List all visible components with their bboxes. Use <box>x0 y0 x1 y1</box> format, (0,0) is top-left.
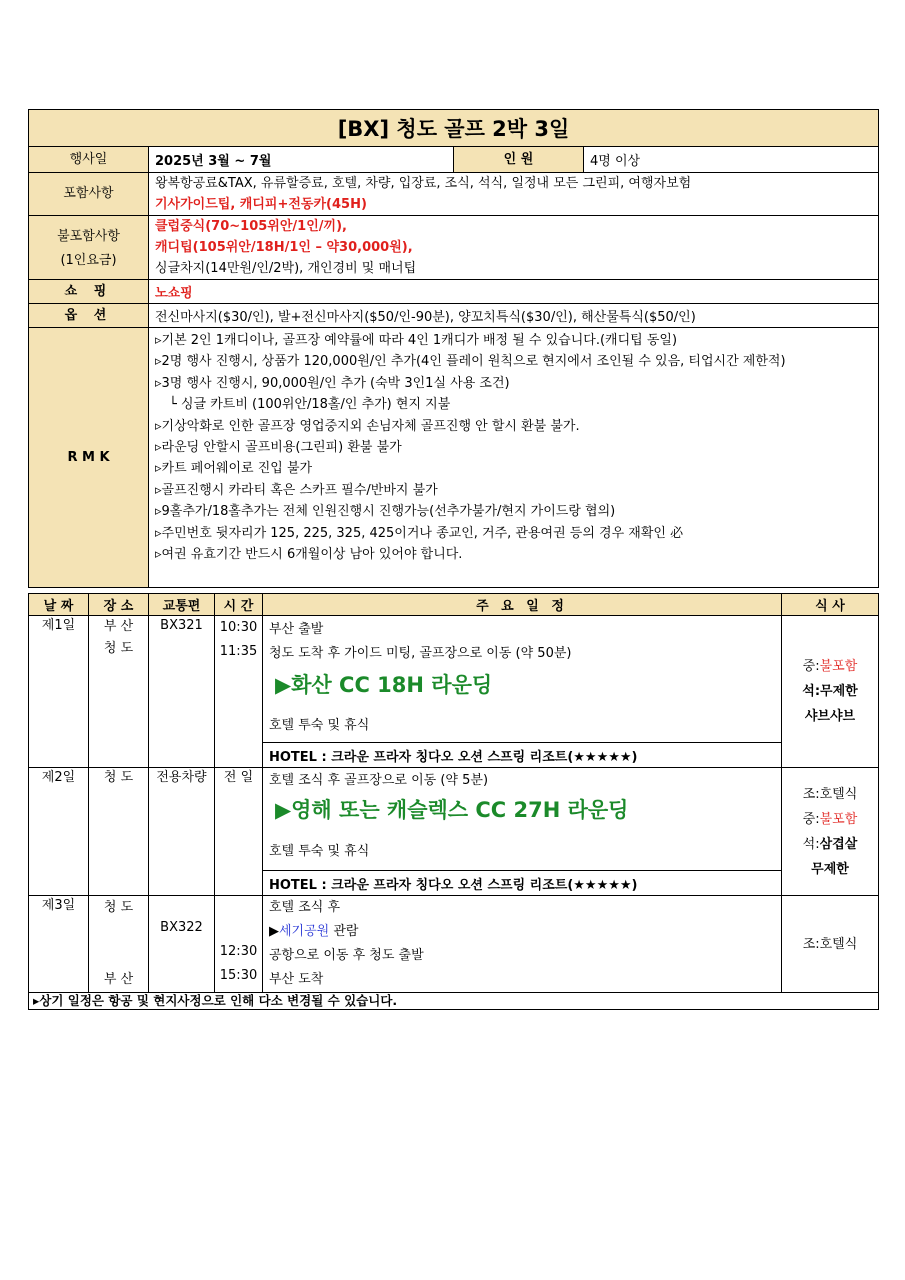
day-transport: BX321 <box>149 616 215 768</box>
place-item: 청 도 <box>103 900 134 915</box>
day-time <box>215 616 263 768</box>
day-row <box>29 616 879 743</box>
shopping-label: 쇼 핑 <box>29 280 149 304</box>
itinerary-line: 부산 출발 <box>269 622 324 637</box>
itinerary-line: 공항으로 이동 후 청도 출발 <box>269 948 424 963</box>
day-itinerary <box>263 768 782 871</box>
place-item: 부 산 <box>103 619 134 634</box>
itinerary-line: 호텔 조식 후 <box>269 900 341 915</box>
meal-lunch-prefix: 중: <box>802 659 820 674</box>
time-item: 15:30 <box>219 968 258 983</box>
day-meal <box>782 896 879 993</box>
rmk-item: ▹주민번호 뒷자리가 125, 225, 325, 425이거나 종교인, 거주, 관용여권 등의 경우 재확인 必 <box>155 525 684 541</box>
schedule-header-meal: 식 사 <box>782 594 879 616</box>
included-value <box>149 173 879 216</box>
meal-dinner: 석:무제한 <box>802 684 858 699</box>
day-row <box>29 768 879 871</box>
itinerary-line: 부산 도착 <box>269 972 324 987</box>
schedule-header-transport: 교통편 <box>149 594 215 616</box>
hotel-line: HOTEL : 크라운 프라자 칭다오 오션 스프링 리조트(★★★★★) <box>263 871 782 896</box>
day-place <box>89 616 149 768</box>
day-time <box>215 896 263 993</box>
day-meal <box>782 616 879 768</box>
time-item: 10:30 <box>219 620 258 635</box>
schedule-header-date: 날 짜 <box>29 594 89 616</box>
meal-lunch-prefix: 중: <box>802 811 820 827</box>
meal-lunch <box>788 654 872 679</box>
meal-dinner-prefix: 석: <box>802 836 820 852</box>
meal-breakfast: 조:호텔식 <box>802 936 858 952</box>
itinerary-line: 호텔 투숙 및 휴식 <box>269 844 370 859</box>
meal-lunch <box>788 807 872 832</box>
excluded-label <box>29 216 149 280</box>
golf-highlight: ▶영해 또는 캐슬렉스 CC 27H 라운딩 <box>275 798 629 822</box>
attraction-name: 세기공원 <box>279 924 330 939</box>
included-line: 왕복항공료&TAX, 유류할증료, 호텔, 차량, 입장료, 조식, 석식, 일정내 모든 그린피, 여행자보험 <box>155 176 692 191</box>
golf-highlight: ▶화산 CC 18H 라운딩 <box>275 673 493 697</box>
excluded-label-main: 불포함사항 <box>57 228 120 244</box>
itinerary-line: 호텔 투숙 및 휴식 <box>269 718 370 733</box>
people-value: 4명 이상 <box>584 147 879 173</box>
meal-dinner-detail: 무제한 <box>811 861 849 877</box>
period-value: 2025년 3월 ~ 7월 <box>149 147 454 173</box>
day-date: 제1일 <box>29 616 89 768</box>
rmk-item: ▹라운딩 안할시 골프비용(그린피) 환불 불가 <box>155 440 402 456</box>
place-item: 청 도 <box>103 641 134 656</box>
day-date: 제2일 <box>29 768 89 896</box>
schedule-header-time: 시 간 <box>215 594 263 616</box>
place-item: 부 산 <box>103 972 134 987</box>
day-time: 전 일 <box>215 768 263 896</box>
time-item: 11:35 <box>219 644 258 659</box>
day-place <box>89 896 149 993</box>
rmk-item: └ 싱글 카트비 (100위안/18홀/인 추가) 현지 지불 <box>169 397 451 413</box>
transport-item: BX322 <box>160 920 203 935</box>
rmk-label: R M K <box>29 328 149 588</box>
schedule-table <box>28 593 879 1010</box>
itinerary-line: 청도 도착 후 가이드 미팅, 골프장으로 이동 (약 50분) <box>269 646 572 661</box>
rmk-item: ▹기본 2인 1캐디이나, 골프장 예약률에 따라 4인 1캐디가 배정 될 수 있습니다.(캐디팁 동일) <box>155 333 678 348</box>
page-title: [BX] 청도 골프 2박 3일 <box>29 110 879 147</box>
notice: ▸상기 일정은 항공 및 현지사정으로 인해 다소 변경될 수 있습니다. <box>29 993 879 1010</box>
included-line-highlight: 기사가이드팁, 캐디피+전동카(45H) <box>155 197 367 212</box>
day-place: 청 도 <box>89 768 149 896</box>
itinerary-line: 호텔 조식 후 골프장으로 이동 (약 5분) <box>269 773 489 788</box>
itinerary-document <box>28 109 879 1010</box>
options-value: 전신마사지($30/인), 발+전신마사지($50/인-90분), 양꼬치특식($30/인), 해산물특식($50/인) <box>149 304 879 328</box>
rmk-item: ▹기상악화로 인한 골프장 영업중지외 손님자체 골프진행 안 할시 환불 불가. <box>155 418 580 434</box>
day-transport <box>149 896 215 993</box>
day-date: 제3일 <box>29 896 89 993</box>
excluded-value <box>149 216 879 280</box>
shopping-value: 노쇼핑 <box>149 280 879 304</box>
excluded-line: 캐디팁(105위안/18H/1인 – 약30,000원), <box>155 240 413 255</box>
meal-breakfast: 조:호텔식 <box>802 786 858 802</box>
meal-dinner-detail: 샤브샤브 <box>804 709 856 724</box>
time-item: 12:30 <box>219 944 258 959</box>
day-row <box>29 896 879 993</box>
included-label: 포함사항 <box>29 173 149 216</box>
schedule-header-itinerary: 주 요 일 정 <box>263 594 782 616</box>
hotel-line: HOTEL : 크라운 프라자 칭다오 오션 스프링 리조트(★★★★★) <box>263 743 782 768</box>
info-table <box>28 109 879 588</box>
excluded-label-sub: (1인요금) <box>60 252 117 268</box>
period-label: 행사일 <box>29 147 149 173</box>
rmk-item: ▹골프진행시 카라티 혹은 스카프 필수/반바지 불가 <box>155 482 438 498</box>
meal-lunch-value: 불포함 <box>819 659 858 674</box>
rmk-item: ▹3명 행사 진행시, 90,000원/인 추가 (숙박 3인1실 사용 조건) <box>155 375 510 391</box>
day-itinerary <box>263 616 782 743</box>
arrow-icon: ▶ <box>269 924 279 939</box>
day-itinerary <box>263 896 782 993</box>
rmk-item: ▹2명 행사 진행시, 상품가 120,000원/인 추가(4인 플레이 원칙으로 현지에서 조인될 수 있음, 티업시간 제한적) <box>155 354 786 370</box>
meal-dinner-value: 삼겹살 <box>819 836 858 852</box>
itinerary-line <box>269 920 775 944</box>
rmk-item: ▹9홀추가/18홀추가는 전체 인원진행시 진행가능(선추가불가/현지 가이드랑 협의) <box>155 504 616 520</box>
day-meal <box>782 768 879 896</box>
people-label: 인 원 <box>454 147 584 173</box>
meal-dinner <box>788 832 872 857</box>
day-transport: 전용차량 <box>149 768 215 896</box>
excluded-line: 싱글차지(14만원/인/2박), 개인경비 및 매너팁 <box>155 261 417 276</box>
rmk-list <box>149 328 879 588</box>
meal-lunch-value: 불포함 <box>819 811 858 827</box>
schedule-header-place: 장 소 <box>89 594 149 616</box>
excluded-line: 클럽중식(70~105위안/1인/끼), <box>155 219 347 234</box>
options-label: 옵 션 <box>29 304 149 328</box>
itinerary-text: 관람 <box>329 924 359 939</box>
rmk-item: ▹카트 페어웨이로 진입 불가 <box>155 461 313 477</box>
rmk-item: ▹여권 유효기간 반드시 6개월이상 남아 있어야 합니다. <box>155 547 463 563</box>
